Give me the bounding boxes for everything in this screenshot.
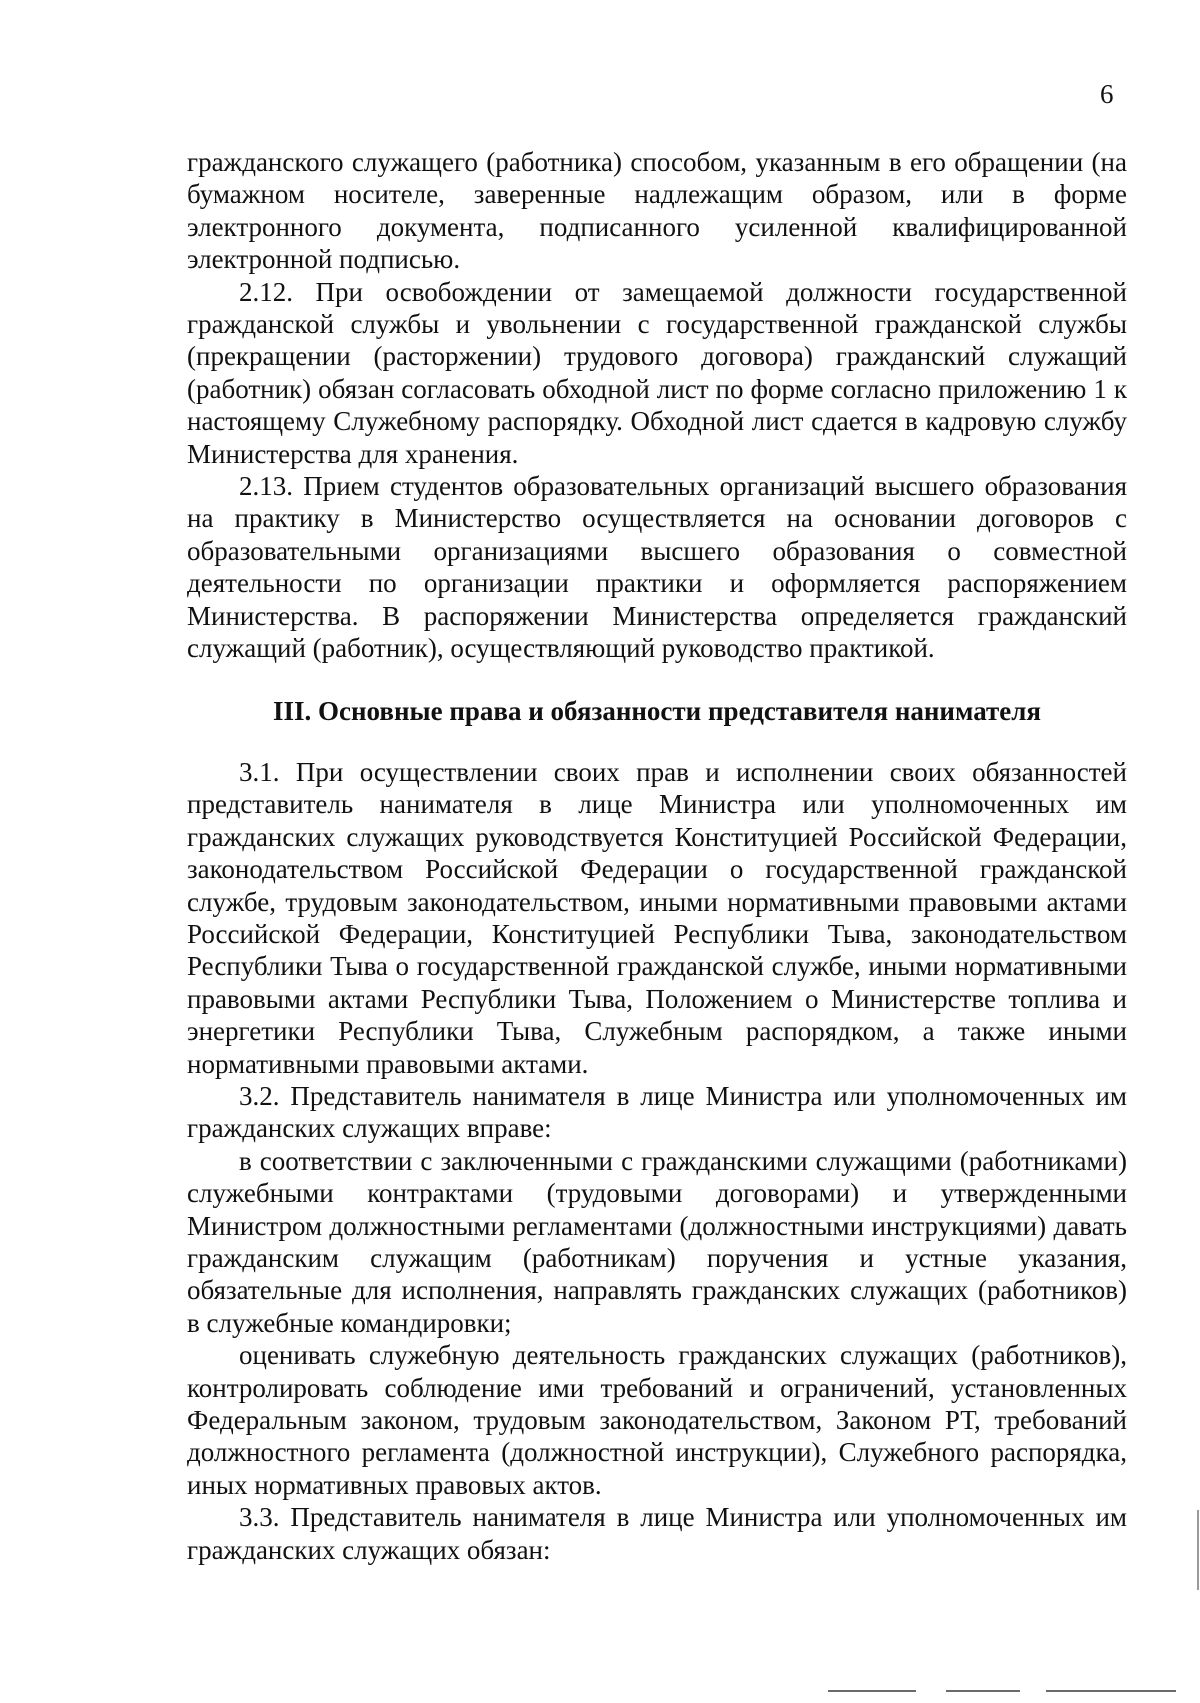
paragraph-3-3: 3.3. Представитель нанимателя в лице Министра или уполномоченных им гражданских служащих обязан: [187, 1502, 1127, 1565]
scan-artifact-line [1046, 1690, 1176, 1692]
scan-edge-mark [1197, 1510, 1199, 1590]
paragraph-2-12: 2.12. При освобождении от замещаемой должности государственной гражданской службы и увольнении с государственной гражданской службы (прекращении (расторжении) трудового договора) гражданский служащий (работник) обязан согласовать обходной лист по форме согласно приложению 1 к настоящему Служебному распорядку. Обходной лист сдается в кадровую службу Министерства для хранения. [187, 276, 1127, 469]
scan-artifact-line [828, 1690, 916, 1692]
paragraph-3-2-item-2: оценивать служебную деятельность гражданских служащих (работников), контролировать соблюдение ими требований и ограничений, установленных Федеральным законом, трудовым законодательством, Законом РТ, требований должностного регламента (должностной инструкции), Служебного распорядка, иных нормативных правовых актов. [187, 1340, 1127, 1500]
section-heading: III. Основные права и обязанности представителя нанимателя [272, 695, 1041, 726]
paragraph-3-1: 3.1. При осуществлении своих прав и исполнении своих обязанностей представитель нанимателя в лице Министра или уполномоченных им гражданских служащих руководствуется Конституцией Российской Федерации, законодательством Российской Федерации о государственной гражданской службе, трудовым законодательством, иными нормативными правовыми актами Российской Федерации, Конституцией Республики Тыва, законодательством Республики Тыва о государственной гражданской службе, иными нормативными правовыми актами Республики Тыва, Положением о Министерстве топлива и энергетики Республики Тыва, Служебным распорядком, а также иными нормативными правовыми актами. [187, 756, 1127, 1079]
page-number: 6 [1100, 79, 1114, 109]
document-body [187, 146, 1127, 1566]
paragraph-3-2: 3.2. Представитель нанимателя в лице Министра или уполномоченных им гражданских служащих вправе: [187, 1080, 1127, 1144]
paragraph-3-2-item-1: в соответствии с заключенными с гражданскими служащими (работниками) служебными контрактами (трудовыми договорами) и утвержденными Министром должностными регламентами (должностными инструкциями) давать гражданским служащим (работникам) поручения и устные указания, обязательные для исполнения, направлять гражданских служащих (работников) в служебные командировки; [187, 1145, 1127, 1338]
paragraph-2-13: 2.13. Прием студентов образовательных организаций высшего образования на практику в Министерство осуществляется на основании договоров с образовательными организациями высшего образования о совместной деятельности по организации практики и оформляется распоряжением Министерства. В распоряжении Министерства определяется гражданский служащий (работник), осуществляющий руководство практикой. [187, 471, 1127, 664]
scan-artifact-line [946, 1690, 1020, 1692]
paragraph-continuation: гражданского служащего (работника) способом, указанным в его обращении (на бумажном носителе, заверенные надлежащим образом, или в форме электронного документа, подписанного усиленной квалифицированной электронной подписью. [187, 147, 1127, 275]
